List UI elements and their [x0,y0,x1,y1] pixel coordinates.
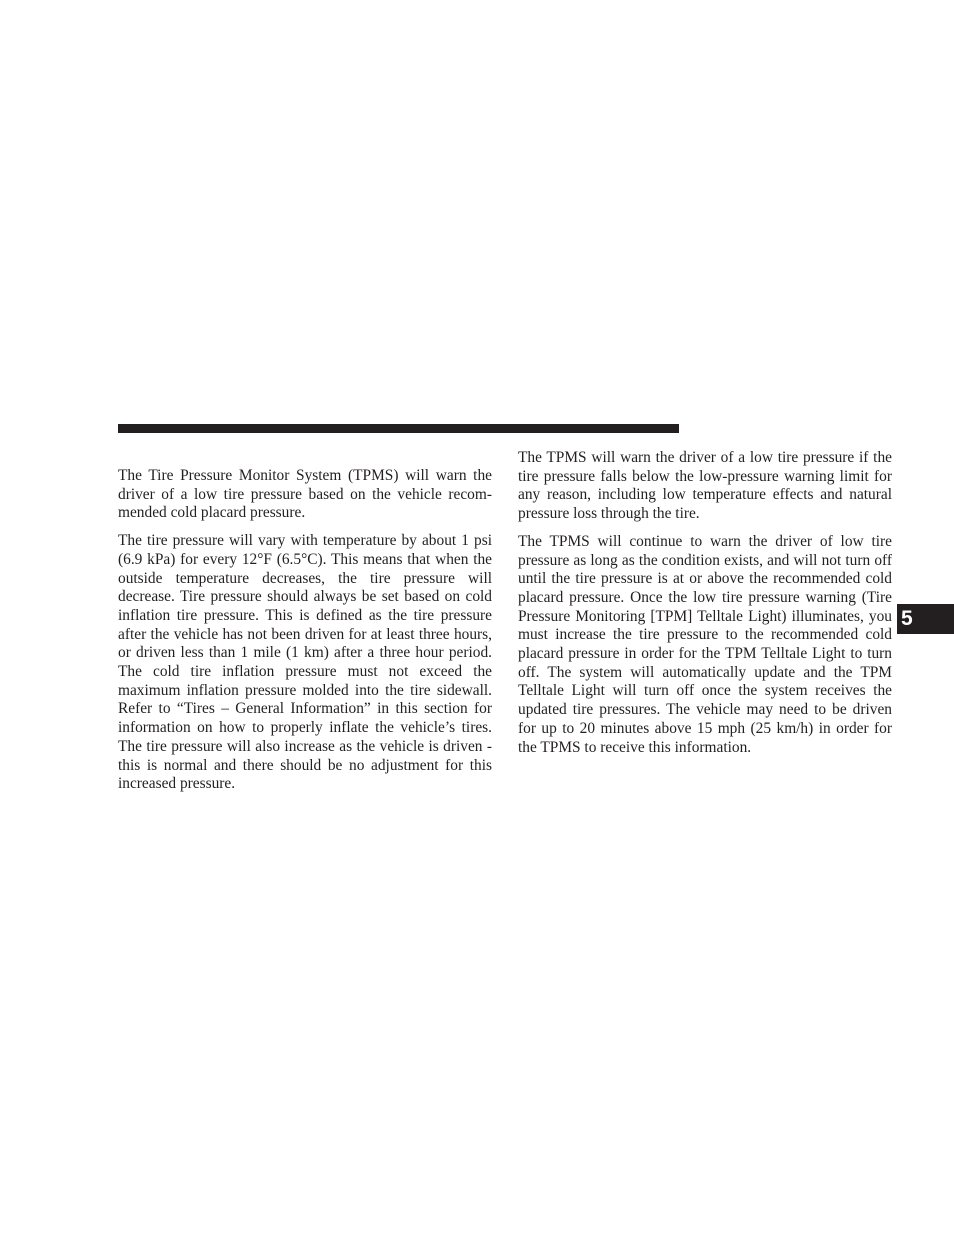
section-divider-rule [118,424,679,433]
paragraph-low-pressure-warning: The TPMS will warn the driver of a low tire pressure if the tire pressure falls below the low-pressure warning limit for any reason, including low temperature effects and natural pressure loss through the tire. [518,449,892,523]
paragraph-continued-warning: The TPMS will continue to warn the driver of low tire pressure as long as the condition exists, and will not turn off until the tire pressure is at or above the recommended cold placard pressure. Once the low tire pressure warning (Tire Pressure Monitoring [TPM] Telltale Light) illuminates, you must increase the tire pressure to the recommended cold placard pressure in order for the TPM Telltale Light to turn off. The system will automatically update and the TPM Telltale Light will turn off once the system receives the updated tire pressures. The vehicle may need to be driven for up to 20 minutes above 15 mph (25 km/h) in order for the TPMS to receive this information. [518,532,892,756]
section-number-tab: 5 [897,604,954,634]
paragraph-temperature-effect: The tire pressure will vary with temperature by about 1 psi (6.9 kPa) for every 12°F (6.5°C). This means that when the outside temperature decreases, the tire pressure will decrease. Tire pressure should always be set based on cold inflation tire pressure. This is defined as the tire pressure after the vehicle has not been driven for at least three hours, or driven less than 1 mile (1 km) after a three hour period. The cold tire inflation pressure must not exceed the maximum inflation pressure molded into the tire sidewall. Refer to “Tires – General Information” in this section for information on how to properly inflate the vehicle’s tires. The tire pressure will also increase as the vehicle is driven - this is normal and there should be no adjustment for this increased pressure. [118,532,492,793]
left-text-column [118,467,492,803]
right-text-column [518,449,892,766]
paragraph-tpms-intro: The Tire Pressure Monitor System (TPMS) will warn the driver of a low tire pressure based on the vehicle recommended cold placard pressure. [118,467,492,522]
